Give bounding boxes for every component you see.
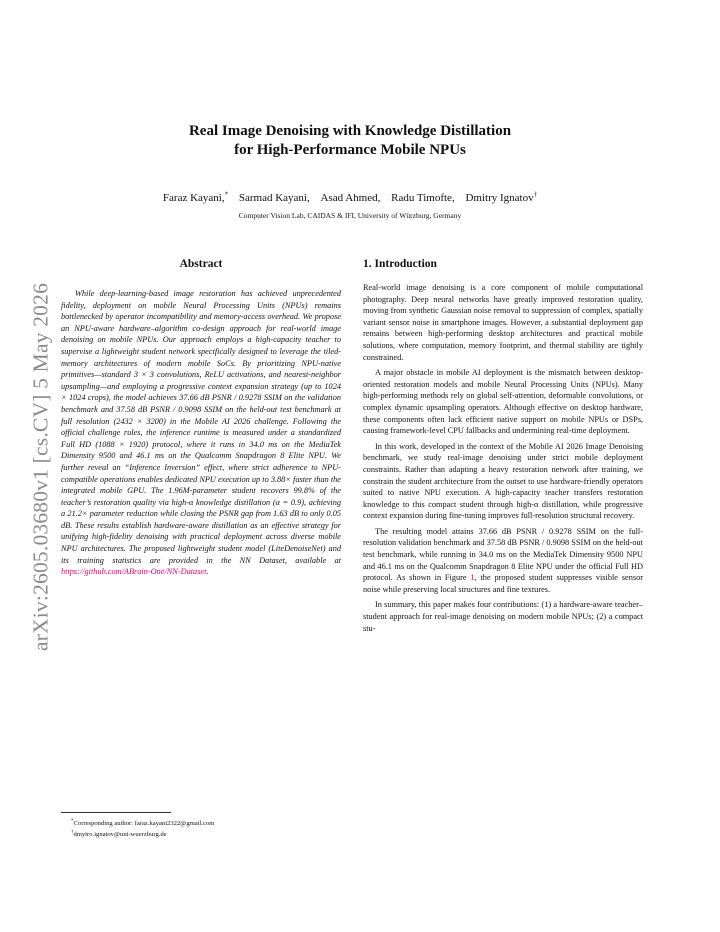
section-heading-introduction: 1. Introduction [363,258,437,270]
footnotes [61,817,214,839]
left-column [61,258,341,578]
right-column [363,258,643,638]
title-line-2: for High-Performance Mobile NPUs [234,142,466,158]
author-list [80,190,620,204]
footnote-rule [61,812,171,813]
intro-paragraph: Real-world image denoising is a core component of mobile computational photography. Deep neural networks have greatly improved restoration quality, moving from synthetic Gaussian noise removal to suppression of complex, spatially variant sensor noise in smartphone images. However, a substantial deployment gap remains between high-performing desktop architectures and practical mobile solutions, where computation, memory footprint, and thermal stability are tightly constrained. [363,283,643,362]
author: Sarmad Kayani, [238,191,310,204]
arxiv-sidebar-stamp [21,262,61,672]
footnote: †dmytro.ignatov@uni-wuerzburg.de [71,830,167,839]
arxiv-id: arXiv:2605.03680v1 [cs.CV] 5 May 2026 [28,282,53,652]
author: Faraz Kayani,* [162,190,229,204]
title-line-1: Real Image Denoising with Knowledge Distillation [188,123,512,139]
figure-ref-link[interactable]: 1 [470,573,475,583]
intro-paragraph: In summary, this paper makes four contributions: (1) a hardware-aware teacher–student approach for real-image denoising on modern mobile NPUs; (2) a compact stu- [363,600,643,633]
author-mark: † [533,190,538,198]
paper-title [120,122,580,160]
footnote: *Corresponding author: faraz.kayani2322@gmail.com [71,819,215,828]
affiliation: Computer Vision Lab, CAIDAS & IFI, University of Würzburg, Germany [238,211,462,220]
author: Dmitry Ignatov† [465,190,538,204]
intro-paragraph: In this work, developed in the context of the Mobile AI 2026 Image Denoising benchmark, we study real-image denoising under strict mobile deployment constraints. Rather than adapting a heavy restoration network after training, we constrain the student architecture from the outset to use hardware-friendly operators suited to native NPU execution. A high-capacity teacher transfers restoration knowledge to this compact student through high-α distillation, while progressive context expansion during fine-tuning improves full-resolution structural recovery. [363,441,643,521]
author: Radu Timofte, [391,191,455,204]
abstract-text: While deep-learning-based image restoration has achieved unprecedented fidelity, deployment on mobile Neural Processing Units (NPUs) remains bottlenecked by operator incompatibility and memory-access overhead. We propose an NPU-aware hardware–algorithm co-design approach for real-world image denoising on mobile NPUs. Our approach employs a high-capacity teacher to supervise a lightweight student network specifically designed to leverage the tiled-memory architectures of modern mobile SoCs. By prioritizing NPU-native primitives—standard 3 × 3 convolutions, ReLU activations, and nearest-neighbor upsampling—and employing a progressive context expansion strategy (up to 1024 × 1024 crops), the model achieves 37.66 dB PSNR / 0.9278 SSIM on the validation benchmark and 37.58 dB PSNR / 0.9098 SSIM on the held-out test benchmark at full resolution (2432 × 3200) in the Mobile AI 2026 challenge. Following the official challenge rules, the inference runtime is measured under a standardized Full HD (1088 × 1920) protocol, where it runs in 34.0 ms on the MediaTek Dimensity 9500 and 46.1 ms on the Qualcomm Snapdragon 8 Elite NPU. We further reveal an “Inference Inversion” effect, where strict adherence to NPU-compatible operations enables dedicated NPU execution up to 3.88× faster than the integrated mobile GPU. The 1.96M-parameter student recovers 99.8% of the teacher’s restoration quality via high-α knowledge distillation (α = 0.9), achieving a 21.2× parameter reduction while closing the PSNR gap from 1.63 dB to only 0.05 dB. These results establish hardware-aware distillation as an effective strategy for unifying high-fidelity denoising with practical deployment across diverse mobile NPU architectures. The proposed lightweight student model (LiteDenoiseNet) and its training statistics are provided in the NN Dataset, available at https://github.com/ABrain-One/NN-Dataset. [61,289,341,577]
intro-paragraph: A major obstacle in mobile AI deployment is the mismatch between desktop-oriented restoration models and mobile Neural Processing Units (NPUs). Many high-performing methods rely on global self-attention, deformable convolutions, or complex dynamic upsampling operators. Although effective on desktop hardware, these components often lack efficient native support on mobile NPUs or DSPs, causing framework-level CPU fallbacks and undermining real-time deployment. [363,368,643,436]
intro-paragraph: The resulting model attains 37.66 dB PSNR / 0.9278 SSIM on the full-resolution validation benchmark and 37.58 dB PSNR / 0.9098 SSIM on the held-out test benchmark, while running in 34.0 ms on the MediaTek Dimensity 9500 NPU and 46.1 ms on the Qualcomm Snapdragon 8 Elite NPU under the official Full HD protocol. As shown in Figure 1, the proposed student suppresses visible sensor noise while preserving local structures and fine textures. [363,526,643,594]
abstract-heading: Abstract [179,258,223,270]
dataset-link[interactable]: https://github.com/ABrain-One/NN-Dataset [61,567,207,577]
author-mark: * [224,190,229,198]
author: Asad Ahmed, [320,191,381,204]
